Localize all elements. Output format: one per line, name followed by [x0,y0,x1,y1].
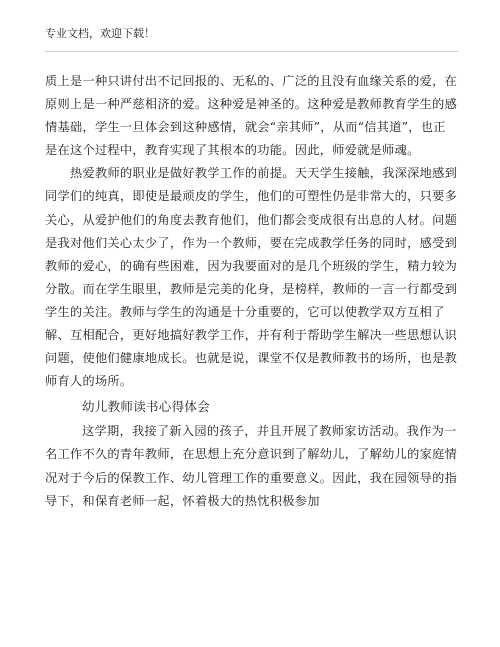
header-tagline: 专业文档，欢迎下载！ [45,27,155,40]
section-title: 幼儿教师读书心得体会 [82,399,211,415]
paragraph-3: 这学期，我接了新入园的孩子，并且开展了教师家访活动。我作为一名工作不久的青年教师，在思想上充分意识到了解幼儿，了解幼儿的家庭情况对于今后的保教工作、幼儿管理工作的重要意义。因此，我在园领导的指导下，和保育老师一起，怀着极大的热忱积极参加 [45,424,458,508]
header-divider [45,51,458,52]
paragraph-2: 热爱教师的职业是做好教学工作的前提。天天学生接触，我深深地感到同学们的纯真，即使是最顽皮的学生，他们的可塑性仍是非常大的，只要多关心，从爱护他们的角度去教育他们，他们都会变成很有出息的人材。问题是我对他们关心太少了，作为一个教师，要在完成教学任务的同时，感受到教师的爱心，的确有些困难，因为我要面对的是几个班级的学生，精力较为分散。而在学生眼里，教师是完美的化身，是榜样，教师的一言一行都受到学生的关注。教师与学生的沟通是十分重要的，它可以使教学双方互相了解、互相配合，更好地搞好教学工作，并有利于帮助学生解决一些思想认识问题，使他们健康地成长。也就是说，课堂不仅是教师教书的场所，也是教师育人的场所。 [45,166,458,389]
document-body [45,70,458,513]
paragraph-1: 质上是一种只讲付出不记回报的、无私的、广泛的且没有血缘关系的爱，在原则上是一种严慈相济的爱。这种爱是神圣的。这种爱是教师教育学生的感情基础，学生一旦体会到这种感情，就会“亲其师”，从而“信其道”，也正是在这个过程中，教育实现了其根本的功能。因此，师爱就是师魂。 [45,74,458,158]
